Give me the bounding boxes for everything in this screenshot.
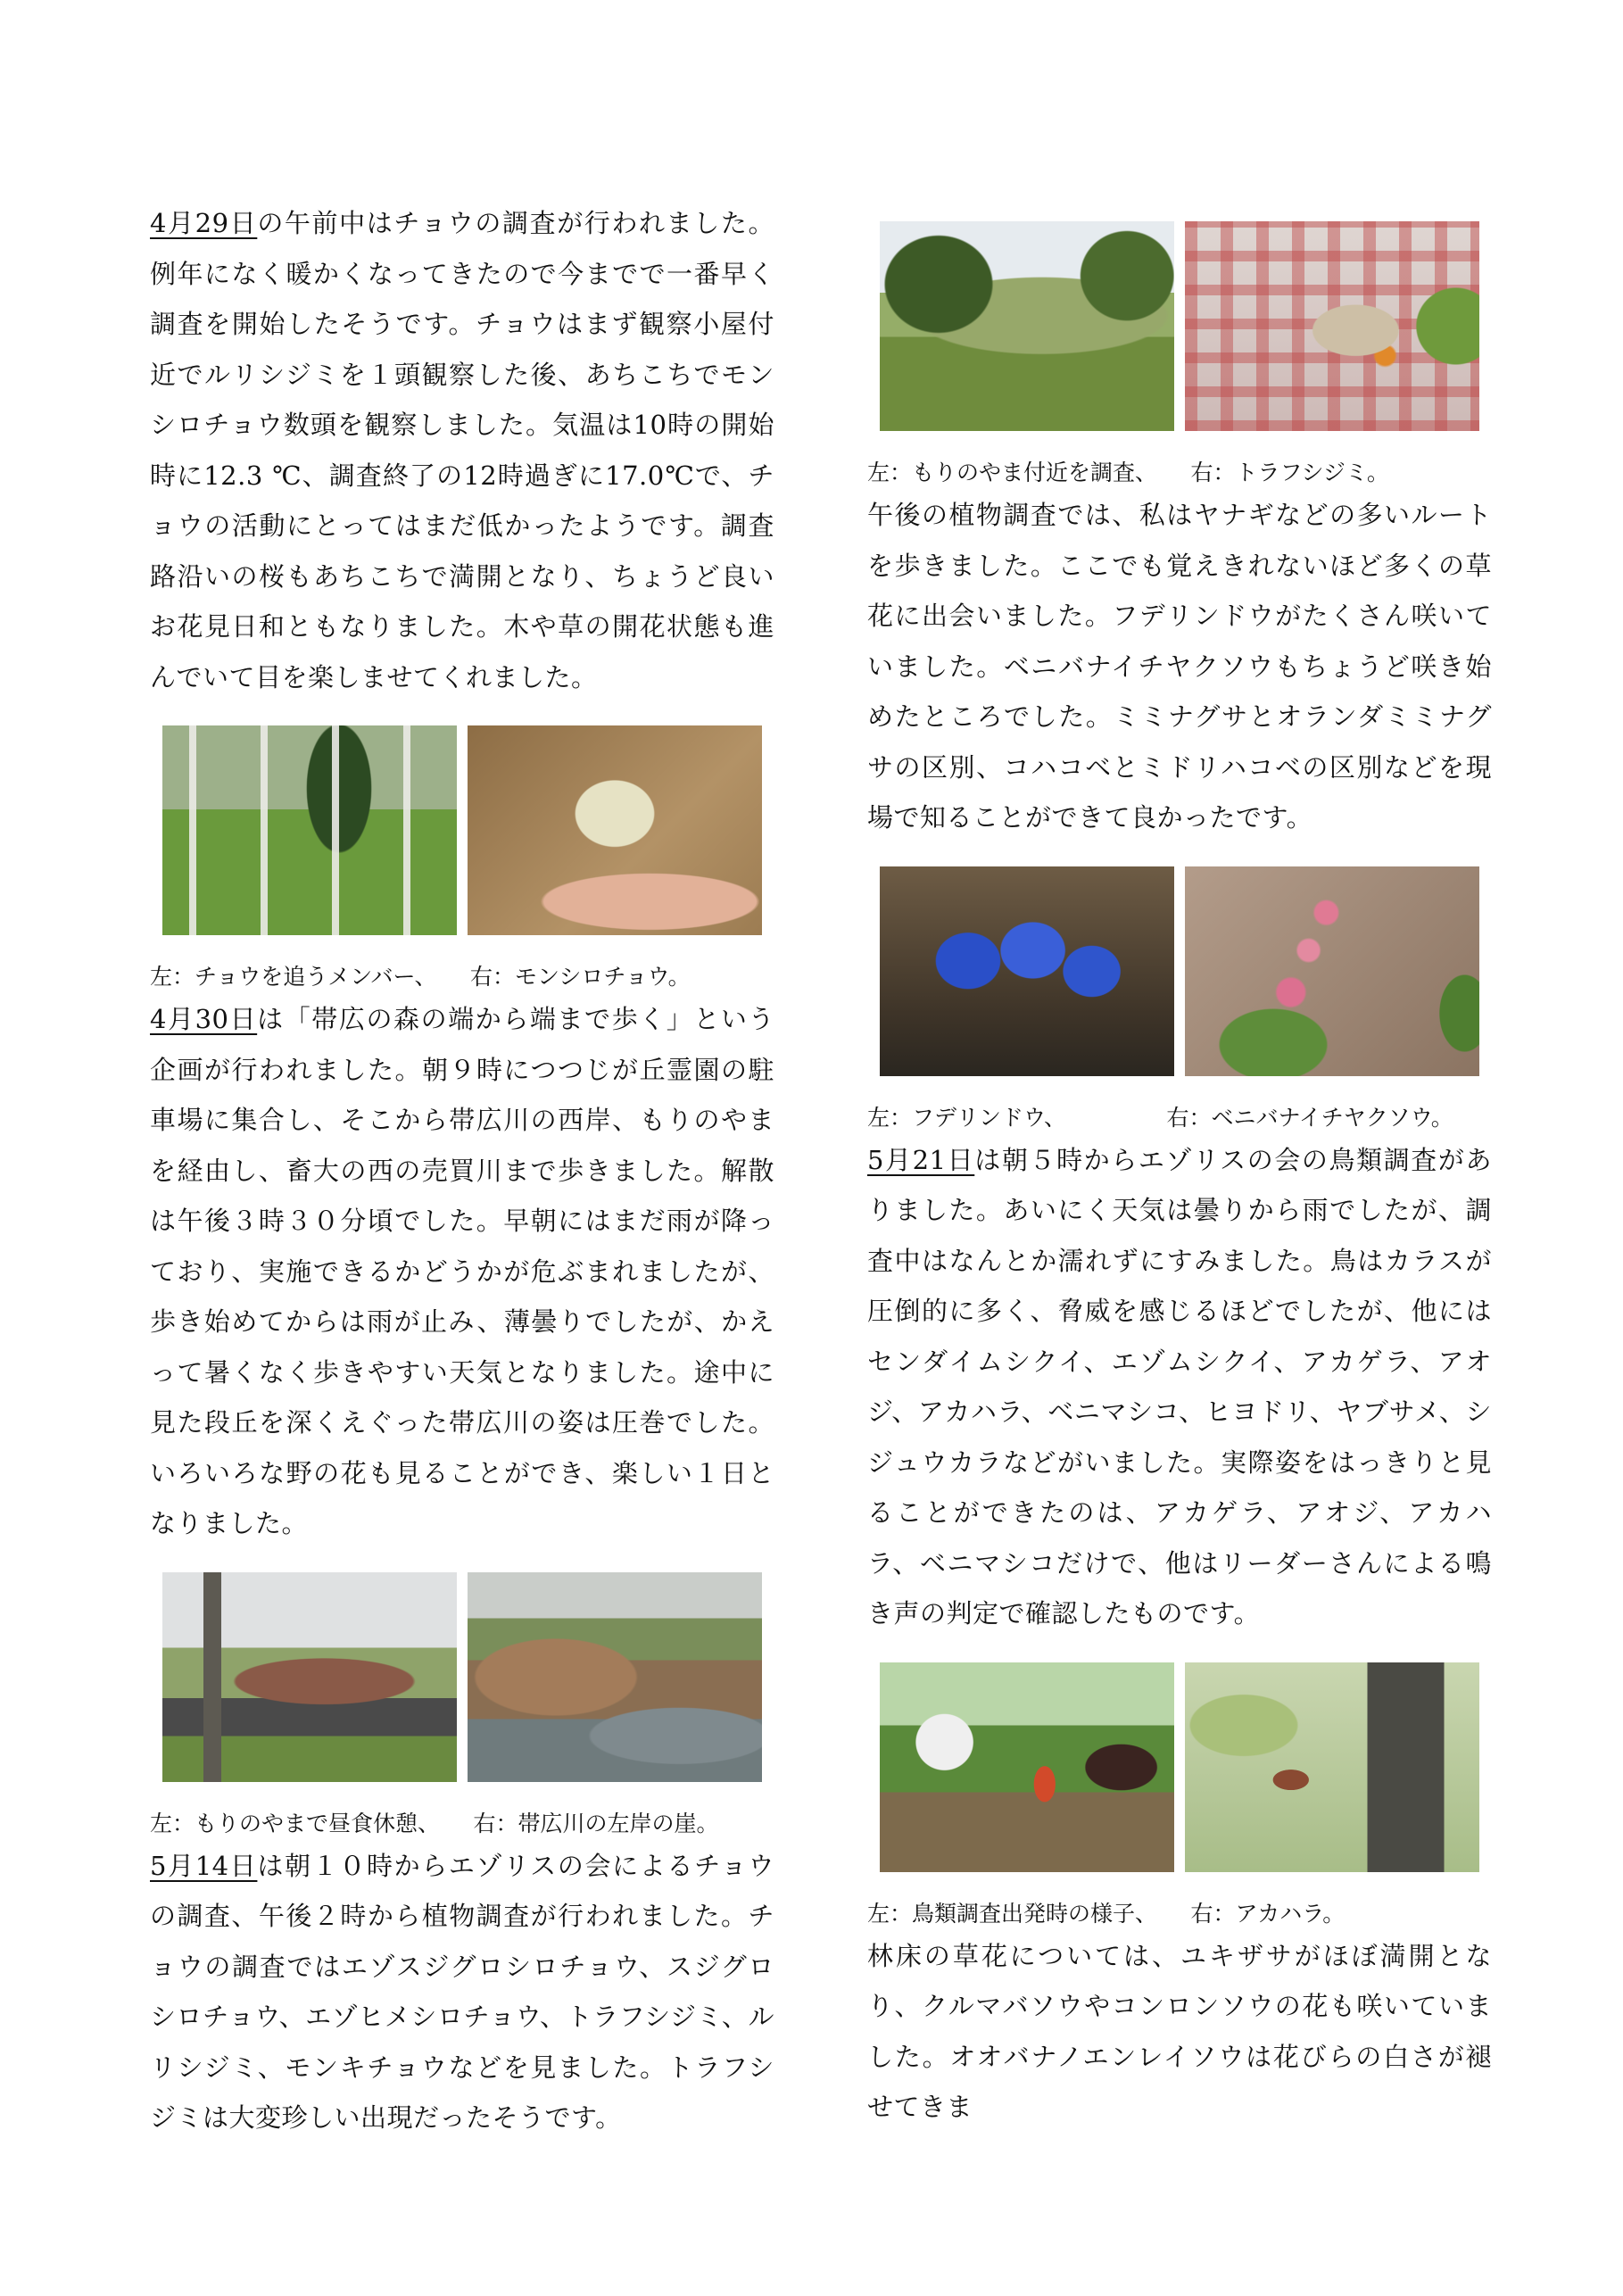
paragraph-text: の午前中はチョウの調査が行われました。例年になく暖かくなってきたので今までで一番早く調査を開始したそうです。チョウはまず観察小屋付近でルリシジミを１頭観察した後、あちこちでモンシロチョウ数頭を観察しました。気温は10時の開始時に12.3 ℃、調査終了の12時過ぎに17.0℃で、チョウの活動にとってはまだ低かったようです。調査路沿いの桜もあちこちで満開となり、ちょうど良いお花見日和ともなりました。木や草の開花状態も進んでいて目を楽しませてくれました。 bbox=[150, 208, 774, 692]
photo-benibana-ichiyakusou bbox=[1185, 866, 1479, 1076]
date-may14: 5月14日 bbox=[150, 1850, 258, 1881]
paragraph-plant-survey: 午後の植物調査では、私はヤナギなどの多いルートを歩きました。ここでも覚えきれないほど多くの草花に出会いました。フデリンドウがたくさん咲いていました。ベニバナイチヤクソウもちょうど咲き始めたところでした。ミミナグサとオランダミミナグサの区別、コハコベとミドリハコベの区別などを現場で知ることができて良かったです。 bbox=[867, 500, 1492, 833]
photo-bird-survey-departure bbox=[880, 1662, 1174, 1872]
photo-akahara-bird bbox=[1185, 1662, 1479, 1872]
photo-fude-rindou bbox=[880, 866, 1174, 1076]
date-apr29: 4月29日 bbox=[150, 208, 258, 238]
photo-members-chasing-butterflies bbox=[162, 725, 457, 935]
photo-lunch-break bbox=[162, 1572, 457, 1782]
paragraph-forest-floor-flowers: 林床の草花については、ユキザサがほぼ満開となり、クルマバソウやコンロンソウの花も咲いていました。オオバナノエンレイソウは花びらの白さが褪せてきま bbox=[867, 1940, 1492, 2122]
photo-row-4 bbox=[880, 866, 1492, 1076]
paragraph-apr29 bbox=[150, 198, 774, 702]
photo-row-5 bbox=[880, 1662, 1492, 1872]
photo-row-2 bbox=[162, 1572, 774, 1782]
paragraph-text: は朝１０時からエゾリスの会によるチョウの調査、午後２時から植物調査が行われました。チョウの調査ではエゾスジグロシロチョウ、スジグロシロチョウ、エゾヒメシロチョウ、トラフシジミ、ルリシジミ、モンキチョウなどを見ました。トラフシジミは大変珍しい出現だったそうです。 bbox=[150, 1850, 774, 2133]
photo-row-3 bbox=[880, 221, 1492, 431]
caption-photo-row-1: 左：チョウを追うメンバー、 右：モンシロチョウ。 bbox=[150, 964, 691, 990]
photo-river-cliff bbox=[468, 1572, 762, 1782]
photo-tora-fushijimi bbox=[1185, 221, 1479, 431]
photo-survey-near-morinoyama bbox=[880, 221, 1174, 431]
paragraph-text: は「帯広の森の端から端まで歩く」という企画が行われました。朝９時につつじが丘霊園の駐車場に集合し、そこから帯広川の西岸、もりのやまを経由し、畜大の西の売買川まで歩きました。解散は午後３時３０分頃でした。早朝にはまだ雨が降っており、実施できるかどうかが危ぶまれましたが、歩き始めてからは雨が止み、薄曇りでしたが、かえって暑くなく歩きやすい天気となりました。途中に見た段丘を深くえぐった帯広川の姿は圧巻でした。いろいろな野の花も見ることができ、楽しい１日となりました。 bbox=[150, 1004, 774, 1538]
caption-photo-row-2: 左：もりのやまで昼食休憩、 右：帯広川の左岸の崖。 bbox=[150, 1810, 719, 1836]
paragraph-may14 bbox=[150, 1841, 774, 2143]
right-column bbox=[867, 198, 1492, 2133]
paragraph-apr30 bbox=[150, 994, 774, 1549]
left-column bbox=[150, 198, 774, 2143]
photo-row-1 bbox=[162, 725, 774, 935]
caption-photo-row-5: 左：鳥類調査出発時の様子、 右：アカハラ。 bbox=[867, 1900, 1346, 1927]
photo-cabbage-white-butterfly bbox=[468, 725, 762, 935]
paragraph-text: は朝５時からエゾリスの会の鳥類調査がありました。あいにく天気は曇りから雨でしたが、調査中はなんとか濡れずにすみました。鳥はカラスが圧倒的に多く、脅威を感じるほどでしたが、他にはセンダイムシクイ、エゾムシクイ、アカゲラ、アオジ、アカハラ、ベニマシコ、ヒヨドリ、ヤブサメ、シジュウカラなどがいました。実際姿をはっきりと見ることができたのは、アカゲラ、アオジ、アカハラ、ベニマシコだけで、他はリーダーさんによる鳴き声の判定で確認したものです。 bbox=[867, 1144, 1493, 1629]
caption-photo-row-3: 左：もりのやま付近を調査、 右：トラフシジミ。 bbox=[867, 460, 1389, 485]
date-may21: 5月21日 bbox=[867, 1144, 975, 1175]
date-apr30: 4月30日 bbox=[150, 1004, 258, 1034]
paragraph-may21 bbox=[867, 1135, 1492, 1639]
caption-photo-row-4: 左：フデリンドウ、 右：ベニバナイチヤクソウ。 bbox=[867, 1104, 1453, 1131]
